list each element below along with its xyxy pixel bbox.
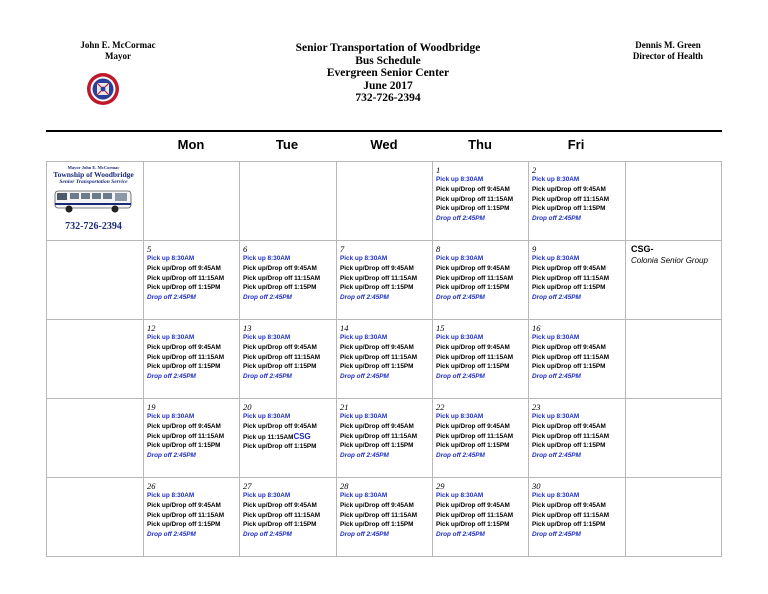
day-number: 8 <box>436 244 441 254</box>
pickup-dropoff-time: Pick up/Drop off 1:15PM <box>147 363 221 371</box>
pickup-dropoff-time: Pick up/Drop off 9:45AM <box>436 343 510 351</box>
grid-col-divider <box>432 161 433 557</box>
day-header-wed: Wed <box>370 137 398 152</box>
pickup-time: Pick up 8:30AM <box>436 334 484 341</box>
day-cell-14 <box>340 323 432 397</box>
day-cell-5 <box>147 244 239 318</box>
pickup-dropoff-time: Pick up/Drop off 11:15AM <box>340 432 418 440</box>
pickup-dropoff-time: Pick up/Drop off 1:15PM <box>147 284 221 292</box>
pickup-dropoff-time: Pick up/Drop off 11:15AM <box>436 353 514 361</box>
dropoff-time: Drop off 2:45PM <box>243 294 292 302</box>
pickup-dropoff-time: Pick up/Drop off 11:15AM <box>436 432 514 440</box>
pickup-dropoff-time: Pick up/Drop off 9:45AM <box>340 264 414 272</box>
pickup-time: Pick up 8:30AM <box>147 334 195 341</box>
pickup-dropoff-time: Pick up/Drop off 1:15PM <box>147 521 221 529</box>
pickup-dropoff-time: Pick up/Drop off 9:45AM <box>436 185 510 193</box>
logo-township-line: Township of Woodbridge <box>53 170 134 179</box>
pickup-time: Pick up 8:30AM <box>532 334 580 341</box>
director-name: Dennis M. Green <box>635 40 701 50</box>
pickup-time: Pick up 8:30AM <box>243 492 291 499</box>
pickup-dropoff-time: Pick up/Drop off 1:15PM <box>243 363 317 371</box>
pickup-time: Pick up 8:30AM <box>340 413 388 420</box>
grid-col-divider <box>528 161 529 557</box>
logo-mayor-line: Mayor John E. McCormac <box>67 165 120 170</box>
mayor-block <box>58 40 178 62</box>
pickup-time: Pick up 8:30AM <box>436 176 484 183</box>
dropoff-time: Drop off 2:45PM <box>147 373 196 381</box>
day-number: 7 <box>340 244 345 254</box>
pickup-dropoff-time: Pick up/Drop off 1:15PM <box>436 205 510 213</box>
csg-legend <box>631 244 721 266</box>
pickup-dropoff-time: Pick up/Drop off 1:15PM <box>243 443 317 451</box>
day-cell-20 <box>243 402 335 476</box>
day-cell-28 <box>340 481 432 555</box>
pickup-dropoff-time: Pick up/Drop off 9:45AM <box>243 264 317 272</box>
pickup-dropoff-time: Pick up/Drop off 11:15AM <box>340 511 418 519</box>
day-cell-26 <box>147 481 239 555</box>
grid-col-divider <box>625 161 626 557</box>
day-number: 16 <box>532 323 541 333</box>
pickup-time: Pick up 8:30AM <box>532 492 580 499</box>
pickup-dropoff-time: Pick up/Drop off 1:15PM <box>340 284 414 292</box>
dropoff-time: Drop off 2:45PM <box>532 531 581 539</box>
day-number: 29 <box>436 481 445 491</box>
pickup-dropoff-time: Pick up/Drop off 11:15AM <box>532 274 610 282</box>
dropoff-time: Drop off 2:45PM <box>243 373 292 381</box>
pickup-dropoff-time: Pick up/Drop off 9:45AM <box>340 422 414 430</box>
pickup-dropoff-time: Pick up/Drop off 9:45AM <box>532 185 606 193</box>
pickup-dropoff-time: Pick up/Drop off 11:15AM <box>243 274 321 282</box>
pickup-dropoff-time: Pick up/Drop off 9:45AM <box>243 501 317 509</box>
pickup-time: Pick up 8:30AM <box>436 492 484 499</box>
dropoff-time: Drop off 2:45PM <box>436 294 485 302</box>
csg-legend-text: Colonia Senior Group <box>631 256 708 265</box>
day-cell-27 <box>243 481 335 555</box>
day-number: 14 <box>340 323 349 333</box>
pickup-dropoff-time: Pick up/Drop off 11:15AM <box>147 353 225 361</box>
day-number: 15 <box>436 323 445 333</box>
day-cell-16 <box>532 323 624 397</box>
pickup-dropoff-time: Pick up/Drop off 11:15AM <box>436 274 514 282</box>
dropoff-time: Drop off 2:45PM <box>147 452 196 460</box>
pickup-dropoff-time: Pick up/Drop off 11:15AM <box>340 353 418 361</box>
day-number: 30 <box>532 481 541 491</box>
pickup-time: Pick up 8:30AM <box>147 492 195 499</box>
dropoff-time: Drop off 2:45PM <box>340 373 389 381</box>
day-number: 6 <box>243 244 248 254</box>
day-cell-29 <box>436 481 528 555</box>
pickup-dropoff-time: Pick up/Drop off 1:15PM <box>243 284 317 292</box>
dropoff-time: Drop off 2:45PM <box>436 531 485 539</box>
dropoff-time: Drop off 2:45PM <box>147 294 196 302</box>
day-number: 21 <box>340 402 349 412</box>
pickup-dropoff-time: Pick up/Drop off 11:15AM <box>532 353 610 361</box>
pickup-dropoff-time: Pick up/Drop off 11:15AM <box>436 195 514 203</box>
pickup-dropoff-time: Pick up/Drop off 9:45AM <box>340 501 414 509</box>
header-rule <box>46 130 722 132</box>
day-number: 5 <box>147 244 152 254</box>
pickup-dropoff-time: Pick up/Drop off 9:45AM <box>436 264 510 272</box>
day-number: 19 <box>147 402 156 412</box>
title-line-5: 732-726-2394 <box>355 92 421 104</box>
dropoff-time: Drop off 2:45PM <box>436 373 485 381</box>
pickup-dropoff-time: Pick up/Drop off 9:45AM <box>532 343 606 351</box>
pickup-dropoff-time: Pick up/Drop off 9:45AM <box>147 501 221 509</box>
day-number: 12 <box>147 323 156 333</box>
pickup-dropoff-time: Pick up/Drop off 1:15PM <box>436 442 510 450</box>
grid-row-divider <box>46 240 722 241</box>
pickup-time: Pick up 8:30AM <box>340 334 388 341</box>
day-cell-13 <box>243 323 335 397</box>
day-header-fri: Fri <box>567 137 585 152</box>
dropoff-time: Drop off 2:45PM <box>436 215 485 223</box>
day-number: 1 <box>436 165 441 175</box>
pickup-dropoff-time: Pick up/Drop off 9:45AM <box>340 343 414 351</box>
day-number: 22 <box>436 402 445 412</box>
day-cell-2 <box>532 165 624 239</box>
pickup-dropoff-time: Pick up/Drop off 1:15PM <box>532 363 606 371</box>
day-number: 28 <box>340 481 349 491</box>
grid-col-divider <box>336 161 337 557</box>
pickup-time: Pick up 8:30AM <box>436 413 484 420</box>
dropoff-time: Drop off 2:45PM <box>532 215 581 223</box>
pickup-dropoff-time: Pick up/Drop off 1:15PM <box>147 442 221 450</box>
pickup-dropoff-time: Pick up/Drop off 9:45AM <box>436 501 510 509</box>
pickup-time: Pick up 8:30AM <box>243 334 291 341</box>
pickup-dropoff-time: Pick up/Drop off 9:45AM <box>532 501 606 509</box>
pickup-dropoff-time: Pick up/Drop off 9:45AM <box>243 343 317 351</box>
pickup-dropoff-time: Pick up/Drop off 1:15PM <box>532 521 606 529</box>
pickup-dropoff-time: Pick up/Drop off 11:15AM <box>340 274 418 282</box>
pickup-dropoff-time: Pick up/Drop off 11:15AM <box>243 511 321 519</box>
day-cell-22 <box>436 402 528 476</box>
day-header-tue: Tue <box>275 137 299 152</box>
pickup-time: Pick up 8:30AM <box>436 255 484 262</box>
day-cell-1 <box>436 165 528 239</box>
day-number: 2 <box>532 165 537 175</box>
dropoff-time: Drop off 2:45PM <box>532 294 581 302</box>
logo-phone: 732-726-2394 <box>65 221 122 232</box>
mayor-title: Mayor <box>105 51 131 61</box>
pickup-dropoff-time: Pick up/Drop off 11:15AM <box>243 353 321 361</box>
csg-marker: CSG <box>293 431 311 441</box>
grid-row-divider <box>46 398 722 399</box>
day-cell-7 <box>340 244 432 318</box>
dropoff-time: Drop off 2:45PM <box>147 531 196 539</box>
pickup-dropoff-time: Pick up/Drop off 11:15AM <box>147 432 225 440</box>
grid-col-divider <box>143 161 144 557</box>
day-cell-23 <box>532 402 624 476</box>
pickup-dropoff-time: Pick up/Drop off 11:15AM <box>147 511 225 519</box>
health-director-block <box>608 40 728 62</box>
pickup-time: Pick up 8:30AM <box>532 255 580 262</box>
pickup-time: Pick up 8:30AM <box>243 255 291 262</box>
pickup-time: Pick up 8:30AM <box>532 176 580 183</box>
pickup-dropoff-time: Pick up/Drop off 1:15PM <box>340 442 414 450</box>
dropoff-time: Drop off 2:45PM <box>340 452 389 460</box>
pickup-time: Pick up 8:30AM <box>340 255 388 262</box>
day-number: 9 <box>532 244 537 254</box>
day-cell-30 <box>532 481 624 555</box>
day-number: 23 <box>532 402 541 412</box>
pickup-dropoff-time: Pick up/Drop off 9:45AM <box>243 422 317 430</box>
pickup-dropoff-time: Pick up/Drop off 11:15AM <box>147 274 225 282</box>
township-seal-icon <box>86 72 120 106</box>
day-cell-6 <box>243 244 335 318</box>
dropoff-time: Drop off 2:45PM <box>340 531 389 539</box>
pickup-dropoff-time: Pick up/Drop off 9:45AM <box>147 343 221 351</box>
document-title <box>250 42 526 105</box>
dropoff-time: Drop off 2:45PM <box>436 452 485 460</box>
day-cell-15 <box>436 323 528 397</box>
grid-row-divider <box>46 319 722 320</box>
title-line-1: Senior Transportation of Woodbridge <box>295 42 481 54</box>
pickup-dropoff-time: Pick up/Drop off 11:15AM <box>532 511 610 519</box>
day-cell-9 <box>532 244 624 318</box>
pickup-dropoff-time: Pick up/Drop off 9:45AM <box>532 422 606 430</box>
day-header-mon: Mon <box>177 137 205 152</box>
pickup-dropoff-time: Pick up/Drop off 1:15PM <box>532 205 606 213</box>
bus-icon <box>49 186 139 216</box>
pickup-dropoff-time: Pick up/Drop off 1:15PM <box>340 363 414 371</box>
pickup-dropoff-time: Pick up/Drop off 9:45AM <box>532 264 606 272</box>
pickup-dropoff-time: Pick up/Drop off 11:15AM <box>532 432 610 440</box>
pickup-dropoff-time: Pick up/Drop off 11:15AM <box>436 511 514 519</box>
dropoff-time: Drop off 2:45PM <box>340 294 389 302</box>
pickup-dropoff-time: Pick up/Drop off 1:15PM <box>532 284 606 292</box>
day-cell-8 <box>436 244 528 318</box>
pickup-dropoff-time: Pick up/Drop off 1:15PM <box>243 521 317 529</box>
day-cell-19 <box>147 402 239 476</box>
pickup-time: Pick up 8:30AM <box>147 413 195 420</box>
day-number: 13 <box>243 323 252 333</box>
pickup-dropoff-time: Pick up/Drop off 9:45AM <box>147 422 221 430</box>
title-line-3: Evergreen Senior Center <box>326 67 450 79</box>
title-line-4: June 2017 <box>363 79 413 92</box>
director-title: Director of Health <box>632 51 704 61</box>
title-line-2: Bus Schedule <box>355 54 421 67</box>
day-cell-21 <box>340 402 432 476</box>
pickup-dropoff-time: Pick up 11:15AMCSG <box>243 431 311 441</box>
grid-col-divider <box>239 161 240 557</box>
pickup-time: Pick up 8:30AM <box>243 413 291 420</box>
day-number: 26 <box>147 481 156 491</box>
day-number: 27 <box>243 481 252 491</box>
pickup-dropoff-time: Pick up/Drop off 9:45AM <box>147 264 221 272</box>
pickup-time: Pick up 8:30AM <box>340 492 388 499</box>
mayor-name: John E. McCormac <box>80 40 156 50</box>
pickup-time: Pick up 8:30AM <box>147 255 195 262</box>
day-number: 20 <box>243 402 252 412</box>
pickup-dropoff-time: Pick up/Drop off 1:15PM <box>532 442 606 450</box>
logo-service-line: Senior Transportation Service <box>59 179 128 185</box>
dropoff-time: Drop off 2:45PM <box>532 373 581 381</box>
transportation-logo <box>47 165 140 241</box>
pickup-dropoff-time: Pick up/Drop off 1:15PM <box>436 363 510 371</box>
pickup-dropoff-time: Pick up/Drop off 1:15PM <box>340 521 414 529</box>
pickup-dropoff-time: Pick up/Drop off 1:15PM <box>436 284 510 292</box>
day-header-thu: Thu <box>468 137 492 152</box>
day-cell-12 <box>147 323 239 397</box>
pickup-time: Pick up 8:30AM <box>532 413 580 420</box>
dropoff-time: Drop off 2:45PM <box>532 452 581 460</box>
pickup-dropoff-time: Pick up/Drop off 9:45AM <box>436 422 510 430</box>
csg-legend-title: CSG- <box>631 244 654 254</box>
pickup-dropoff-time: Pick up/Drop off 11:15AM <box>532 195 610 203</box>
dropoff-time: Drop off 2:45PM <box>243 531 292 539</box>
grid-row-divider <box>46 477 722 478</box>
pickup-dropoff-time: Pick up/Drop off 1:15PM <box>436 521 510 529</box>
